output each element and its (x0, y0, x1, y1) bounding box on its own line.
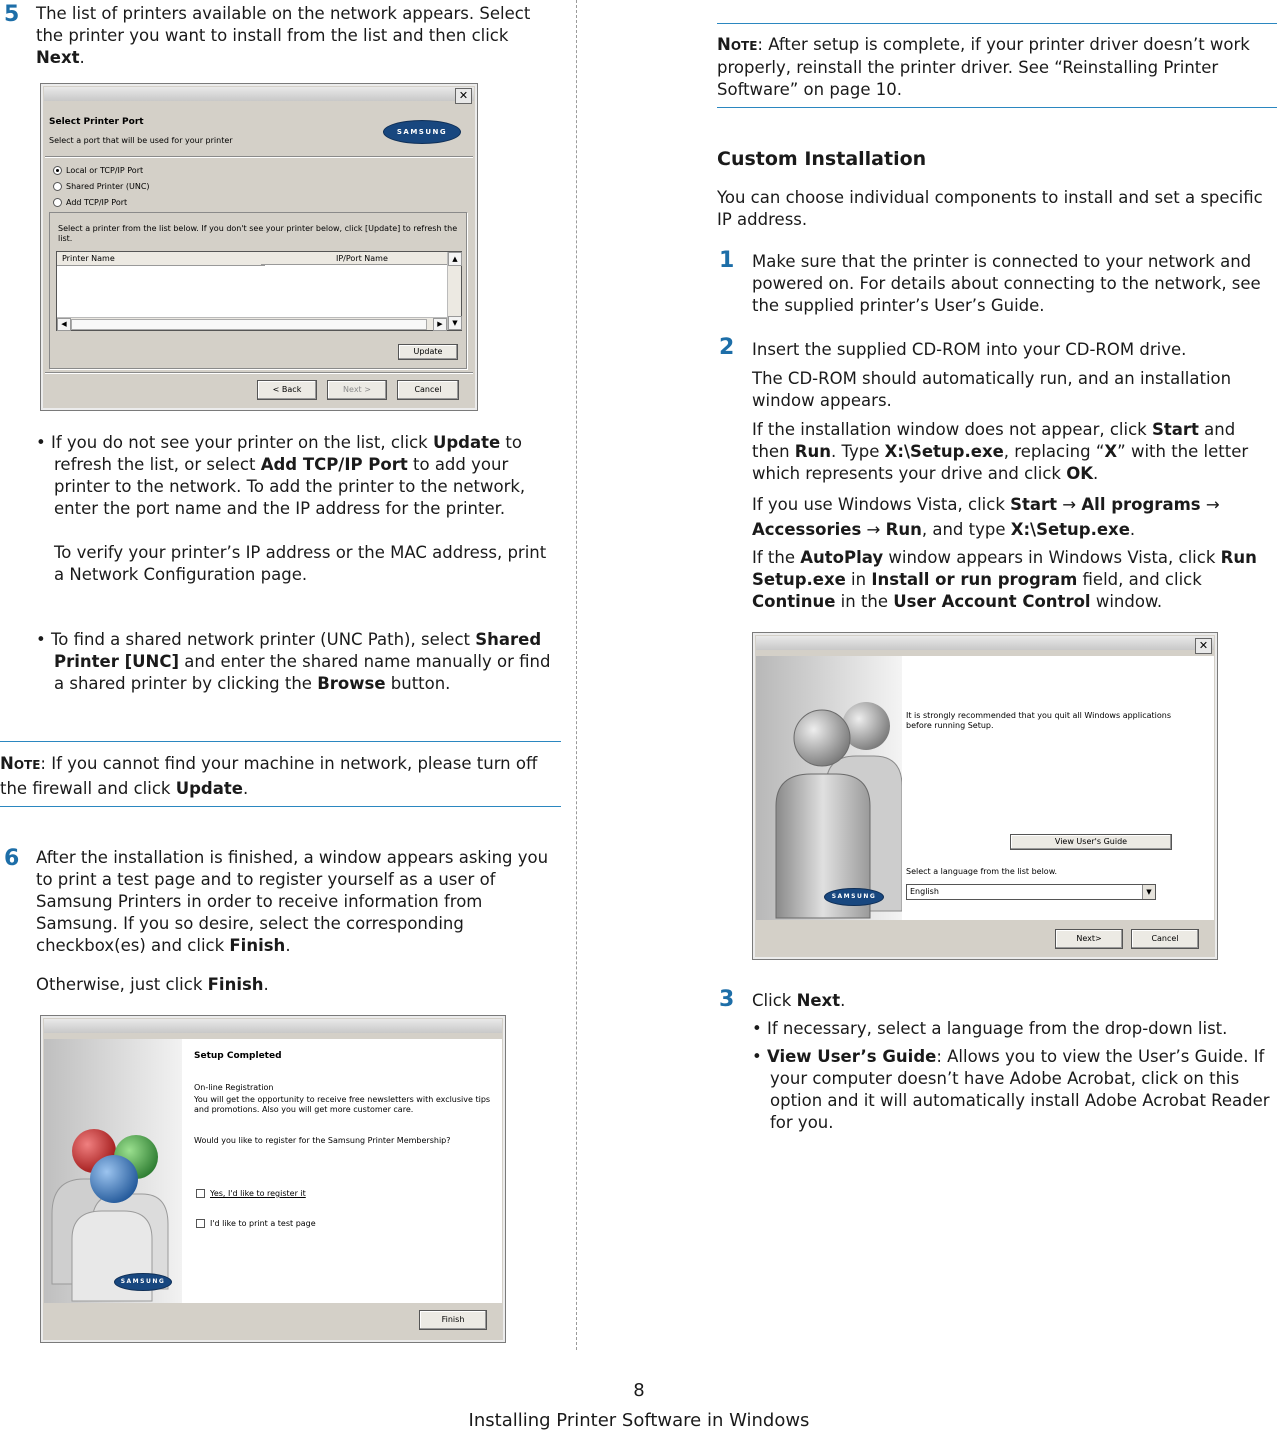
scroll-right-icon[interactable]: ▶ (433, 318, 447, 331)
page-number: 8 (633, 1380, 645, 1401)
view-users-guide-button[interactable]: View User's Guide (1010, 834, 1172, 850)
scroll-up-icon[interactable]: ▲ (448, 252, 462, 266)
dialog-content-panel (756, 656, 1214, 920)
scroll-down-icon[interactable]: ▼ (448, 316, 462, 330)
registration-text: You will get the opportunity to receive free newsletters with exclusive tips and promotions. Also you will get more customer care. (194, 1095, 491, 1114)
printer-list-group (49, 212, 467, 369)
samsung-logo: SAMSUNG (114, 1273, 172, 1291)
setup-completed-dialog (40, 1015, 506, 1343)
dialog-subtitle: Select a port that will be used for your printer (49, 136, 233, 145)
custom-installation-heading: Custom Installation (717, 148, 927, 170)
samsung-logo: SAMSUNG (824, 888, 884, 906)
people-graphic-icon (44, 1039, 182, 1303)
radio-local-tcpip[interactable]: Local or TCP/IP Port (53, 166, 143, 176)
dialog-titlebar (44, 87, 474, 101)
column-ip-port-name[interactable]: IP/Port Name (261, 252, 447, 265)
note-firewall: NOTE: If you cannot find your machine in network, please turn off the firewall and click Update. (0, 754, 538, 798)
person-graphic-icon (756, 656, 902, 920)
note-rule-bottom (0, 806, 561, 807)
step-5-number: 5 (4, 2, 20, 27)
installation-dialog (752, 632, 1218, 960)
radio-icon (53, 166, 62, 175)
checkbox-icon (196, 1219, 205, 1228)
step-3-text: Click Next. • If necessary, select a language from the drop-down list. • View User’s Guide: Allows you to view the User’s Guide. If your computer doesn’t have Adobe Acrobat, click on this option and it will automatically install Adobe Acrobat Reader for you. (752, 991, 1270, 1132)
note-rule-top (0, 741, 561, 742)
vertical-scrollbar[interactable] (447, 252, 461, 330)
bullet-update-info: • If you do not see your printer on the list, click Update to refresh the list, or select Add TCP/IP Port to add your printer to the network. To add the printer to the network, enter the port name and the IP address for the printer. To verify your printer’s IP address or the MAC address, print a Network Configuration page. (36, 433, 547, 584)
column-printer-name[interactable]: Printer Name (57, 252, 265, 266)
dialog-titlebar (756, 636, 1214, 650)
step-1-number: 1 (719, 248, 735, 273)
list-instruction: Select a printer from the list below. If you don't see your printer below, click [Update] to refresh the list. (58, 224, 458, 243)
register-checkbox[interactable]: Yes, I'd like to register it (196, 1189, 306, 1199)
step-6-otherwise: Otherwise, just click Finish. (36, 975, 269, 994)
footer-title: Installing Printer Software in Windows (468, 1410, 810, 1431)
step-2-text: Insert the supplied CD-ROM into your CD-ROM drive. The CD-ROM should automatically run, and an installation window appears. If the installation window does not appear, click Start and then Run. Type X:\Setup.exe, replacing “X” with the letter which represents your drive and click OK. If you use Windows Vista, click Start → All programs → Accessories → Run, and type X:\Setup.exe. If the AutoPlay window appears in Windows Vista, click Run Setup.exe in Install or run program field, and click Continue in the User Account Control window. (752, 340, 1257, 611)
samsung-logo: SAMSUNG (383, 120, 461, 144)
back-button[interactable]: < Back (257, 380, 317, 400)
update-button[interactable]: Update (398, 344, 458, 360)
step-5-text: The list of printers available on the network appears. Select the printer you want to install from the list and then click Next. (36, 4, 531, 67)
checkbox-icon (196, 1189, 205, 1198)
dialog-title: Select Printer Port (49, 117, 144, 127)
test-page-checkbox[interactable]: I'd like to print a test page (196, 1219, 316, 1229)
scroll-left-icon[interactable]: ◀ (57, 318, 71, 331)
bullet-shared-printer: • To find a shared network printer (UNC Path), select Shared Printer [UNC] and enter the shared name manually or find a shared printer by clicking the Browse button. (36, 630, 551, 693)
dialog-titlebar (44, 1019, 502, 1033)
step-1-text: Make sure that the printer is connected to your network and powered on. For details about connecting to the network, see the supplied printer’s User’s Guide. (752, 252, 1261, 315)
next-button[interactable]: Next> (1055, 929, 1123, 949)
radio-icon (53, 198, 62, 207)
horizontal-scrollbar[interactable] (57, 317, 447, 330)
cancel-button[interactable]: Cancel (1131, 929, 1199, 949)
scroll-thumb[interactable] (71, 319, 427, 330)
next-button[interactable]: Next > (327, 380, 387, 400)
dialog-content-panel (44, 1039, 502, 1303)
membership-question: Would you like to register for the Samsung Printer Membership? (194, 1136, 451, 1145)
language-selected-value: English (910, 887, 939, 896)
radio-shared-printer[interactable]: Shared Printer (UNC) (53, 182, 150, 192)
language-label: Select a language from the list below. (906, 867, 1058, 876)
right-note-rule-bottom (717, 107, 1277, 108)
select-printer-port-dialog (40, 83, 478, 411)
language-select[interactable] (906, 884, 1156, 900)
close-icon[interactable]: ✕ (455, 88, 472, 104)
setup-completed-title: Setup Completed (194, 1051, 282, 1061)
note-reinstall: NOTE: After setup is complete, if your printer driver doesn’t work properly, reinstall the printer driver. See “Reinstalling Printer Software” on page 10. (717, 35, 1250, 99)
column-divider (576, 0, 577, 1350)
right-note-rule-top (717, 23, 1277, 24)
radio-add-tcpip[interactable]: Add TCP/IP Port (53, 198, 127, 208)
footer-separator (45, 372, 473, 374)
step-2-number: 2 (719, 335, 735, 360)
finish-button[interactable]: Finish (419, 1310, 487, 1330)
close-icon[interactable]: ✕ (1195, 638, 1212, 654)
radio-icon (53, 182, 62, 191)
chevron-down-icon[interactable]: ▼ (1142, 885, 1155, 899)
step-6-text: After the installation is finished, a window appears asking you to print a test page and to register yourself as a user of Samsung Printers in order to receive information from Samsung. If you so desire, select the corresponding checkbox(es) and click Finish. (36, 848, 549, 955)
step-6-number: 6 (4, 846, 20, 871)
custom-installation-intro: You can choose individual components to install and set a specific IP address. (717, 188, 1263, 229)
setup-recommendation: It is strongly recommended that you quit all Windows applications before running Setup. (906, 711, 1171, 730)
printer-list[interactable] (56, 251, 462, 331)
registration-title: On-line Registration (194, 1083, 274, 1092)
step-3-number: 3 (719, 987, 735, 1012)
cancel-button[interactable]: Cancel (397, 380, 459, 400)
header-separator (45, 156, 473, 158)
